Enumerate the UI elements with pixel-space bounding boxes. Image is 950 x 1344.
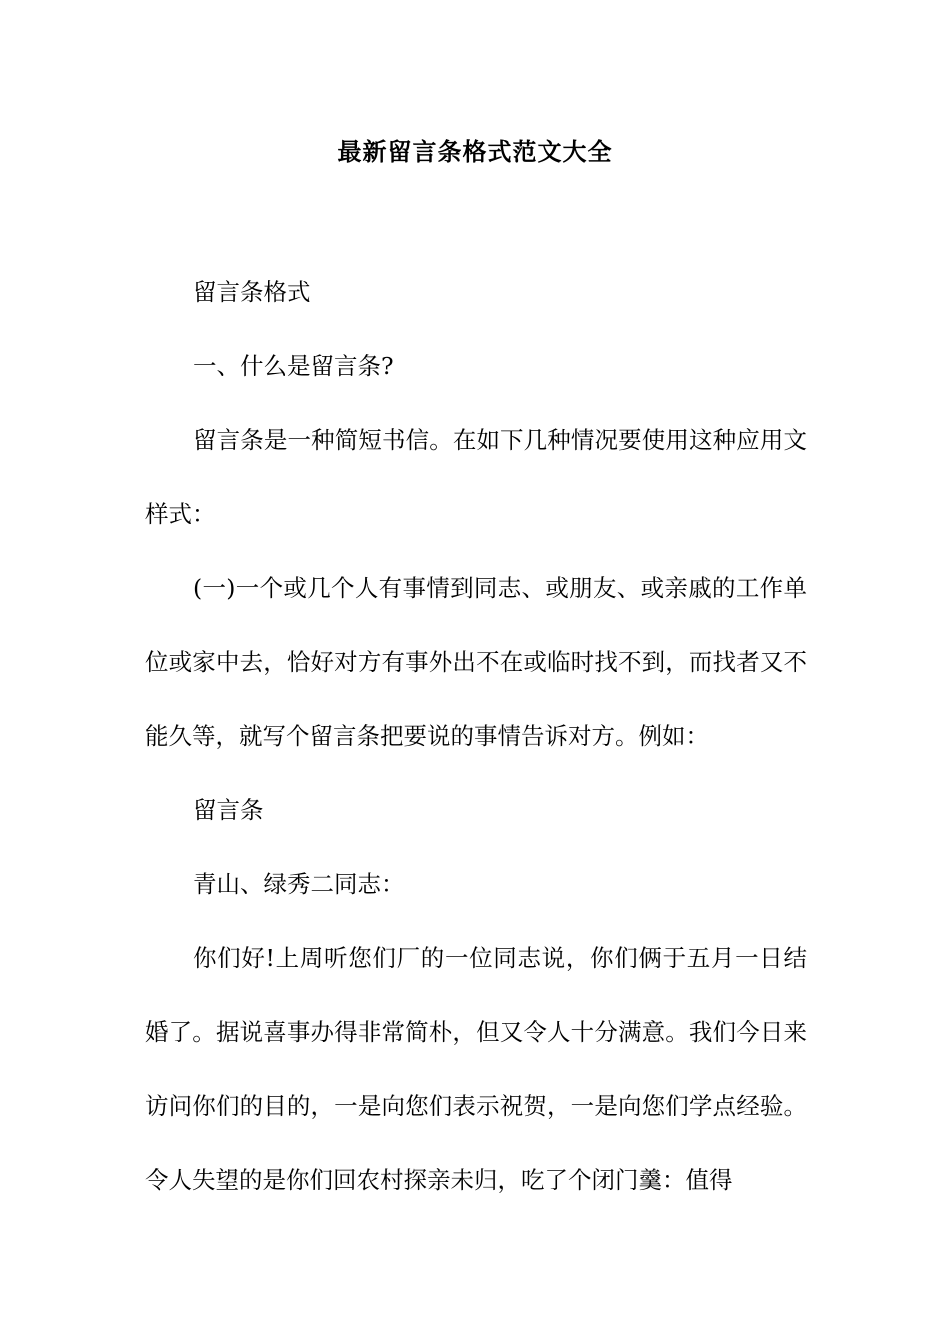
document-body: [145, 255, 807, 1217]
example-body: 你们好!上周听您们厂的一位同志说，你们俩于五月一日结婚了。据说喜事办得非常简朴，但又令人十分满意。我们今日来访问你们的目的，一是向您们表示祝贺，一是向您们学点经验。令人失望的是你们回农村探亲未归，吃了个闭门羹：值得: [145, 944, 807, 1194]
example-note-title: 留言条: [193, 796, 264, 824]
document-title: 最新留言条格式范文大全: [337, 137, 613, 166]
heading-format: 留言条格式: [193, 278, 311, 306]
paragraph-case-one: (一)一个或几个人有事情到同志、或朋友、或亲戚的工作单位或家中去，恰好对方有事外出不在或临时找不到，而找者又不能久等，就写个留言条把要说的事情告诉对方。例如：: [145, 574, 807, 750]
section-heading-what-is: 一、什么是留言条?: [193, 352, 394, 380]
paragraph-definition: 留言条是一种简短书信。在如下几种情况要使用这种应用文样式：: [145, 426, 807, 528]
example-salutation: 青山、绿秀二同志：: [193, 870, 405, 898]
